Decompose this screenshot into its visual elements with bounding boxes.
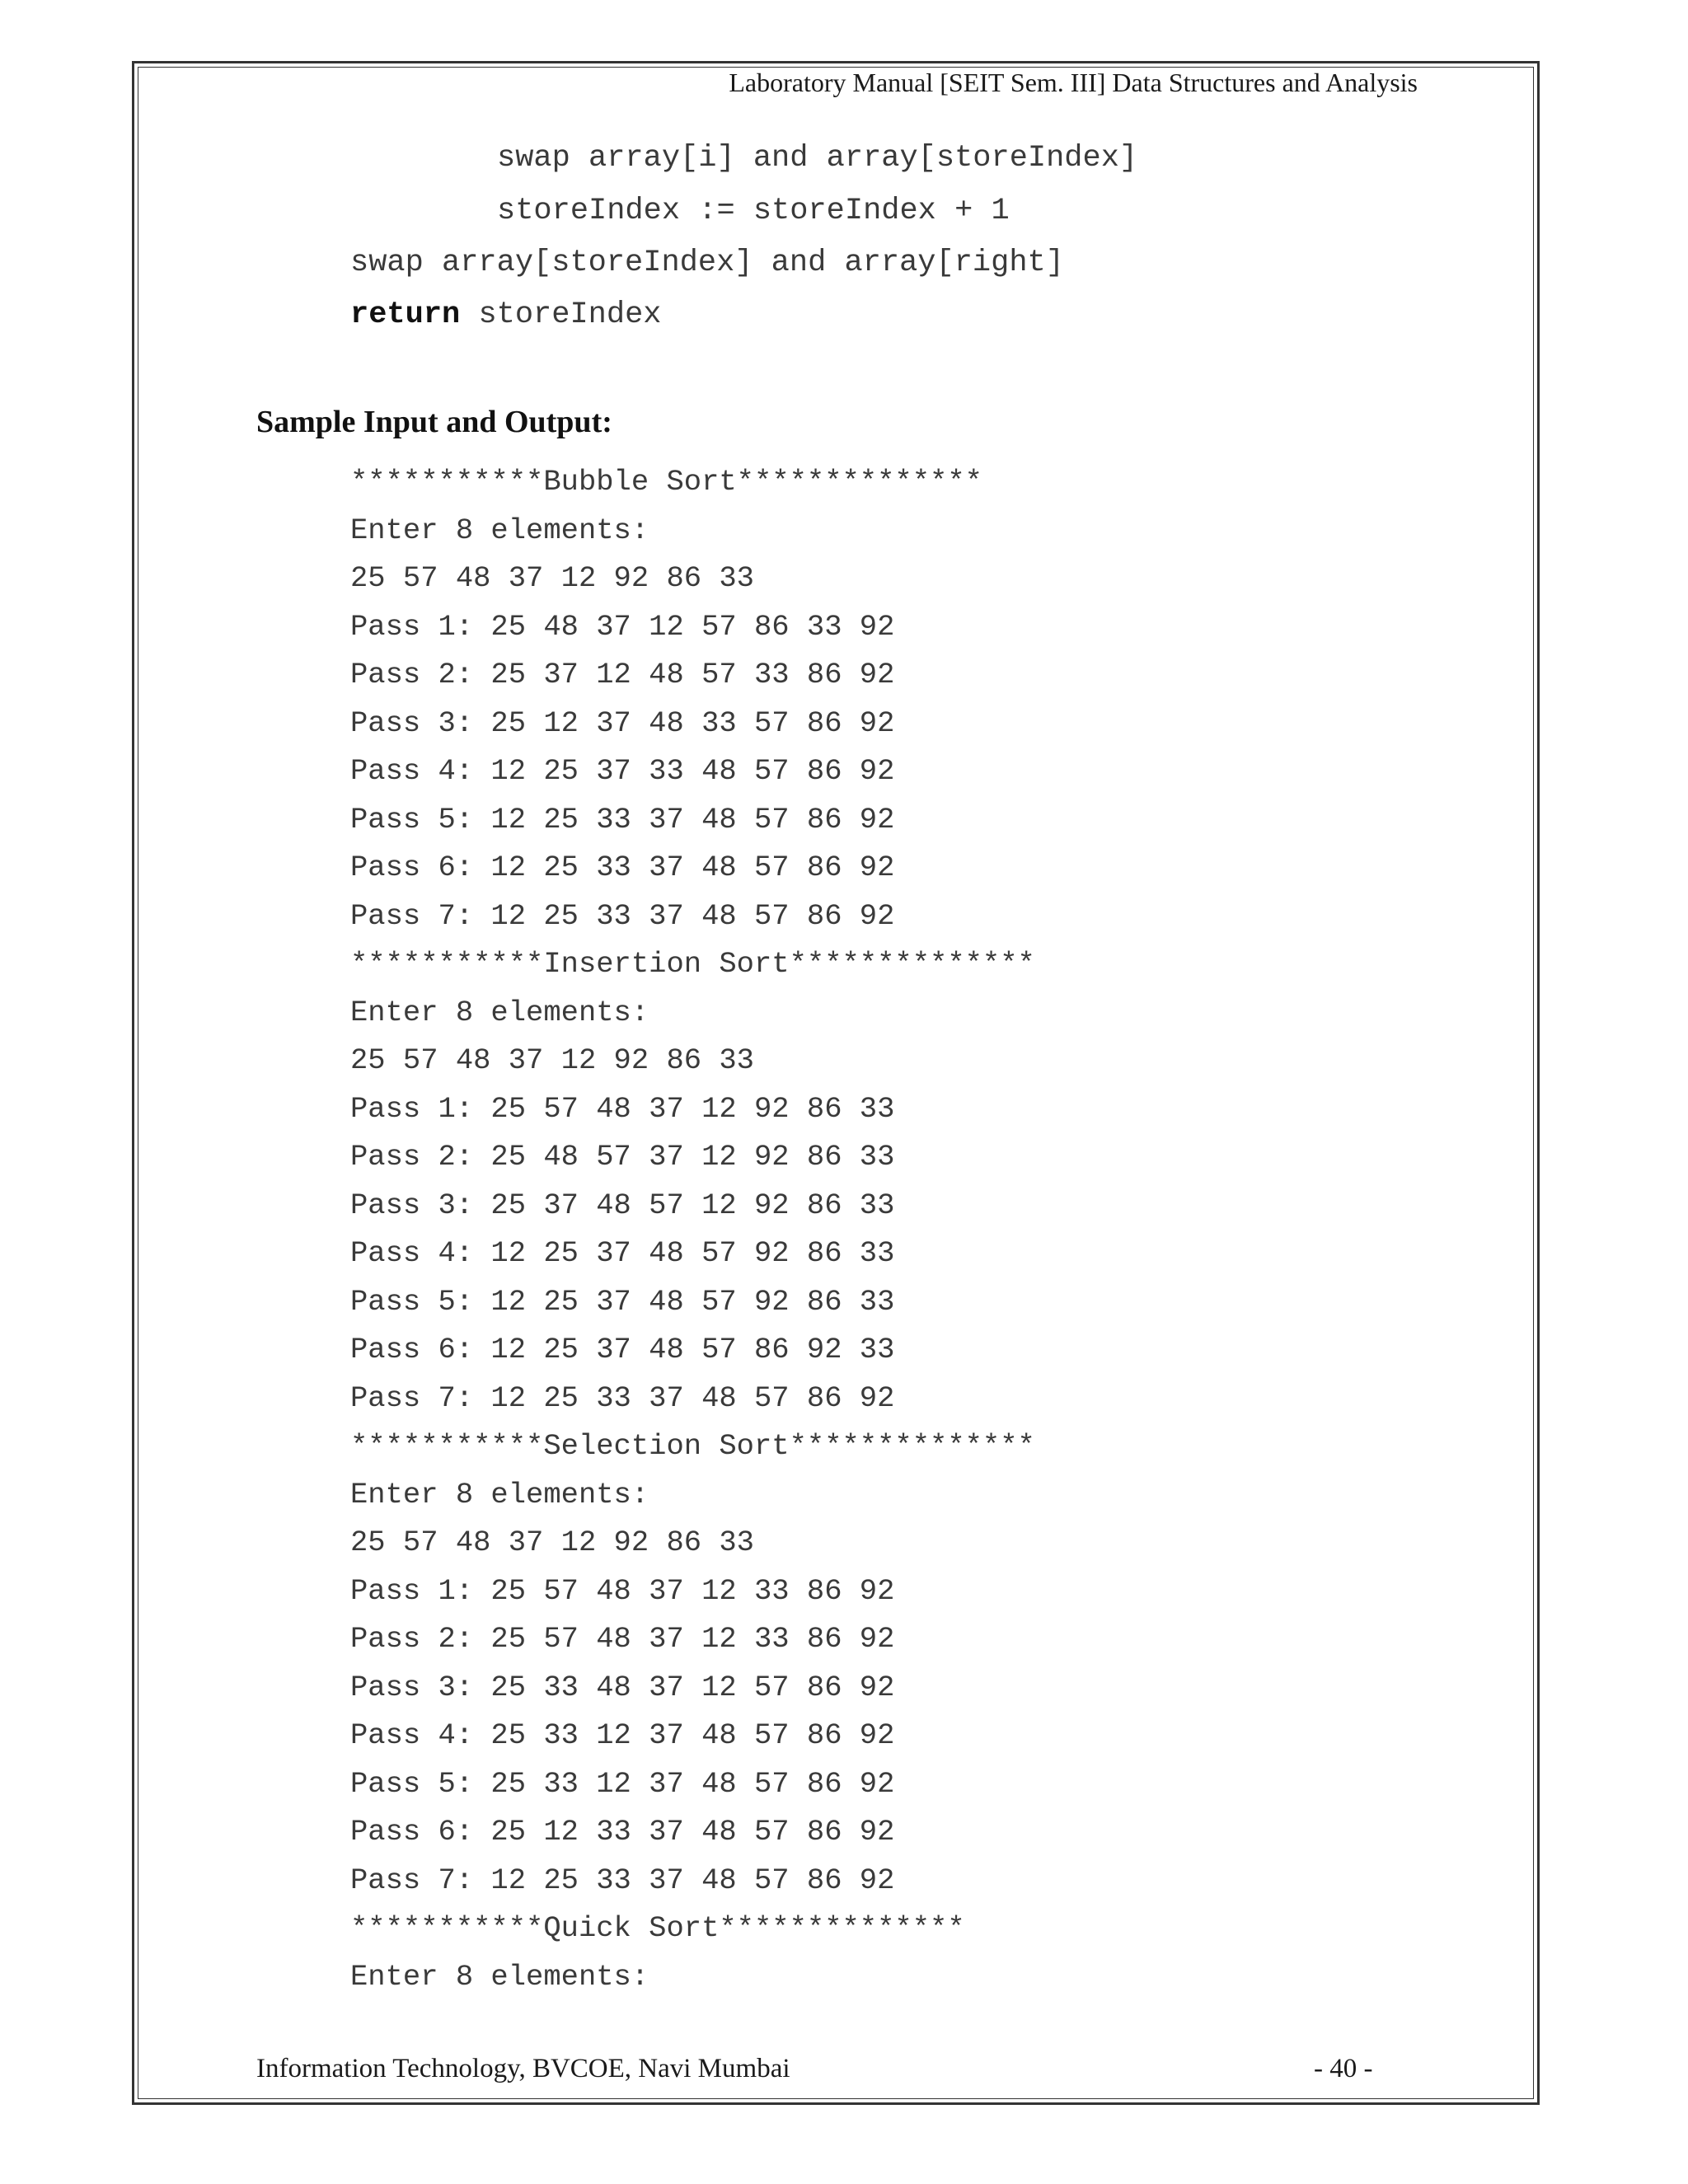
output-line: ***********Selection Sort************** — [350, 1429, 1035, 1463]
page-number: - 40 - — [1314, 2054, 1373, 2083]
code-line-swap-right: swap array[storeIndex] and array[right] — [350, 246, 1064, 280]
sample-output — [350, 458, 1035, 2001]
output-line: Pass 6: 12 25 33 37 48 57 86 92 — [350, 851, 895, 884]
output-line: 25 57 48 37 12 92 86 33 — [350, 561, 754, 595]
output-line: Pass 2: 25 48 57 37 12 92 86 33 — [350, 1140, 895, 1174]
output-line: Pass 4: 25 33 12 37 48 57 86 92 — [350, 1718, 895, 1752]
output-line: Pass 3: 25 12 37 48 33 57 86 92 — [350, 705, 895, 740]
output-line: 25 57 48 37 12 92 86 33 — [350, 1526, 754, 1559]
output-line: Pass 3: 25 37 48 57 12 92 86 33 — [350, 1188, 895, 1222]
output-line: Enter 8 elements: — [350, 1959, 649, 1994]
output-line: Pass 2: 25 57 48 37 12 33 86 92 — [350, 1622, 895, 1656]
output-line: Pass 1: 25 57 48 37 12 33 86 92 — [350, 1573, 895, 1608]
output-line: Pass 4: 12 25 37 48 57 92 86 33 — [350, 1236, 895, 1270]
output-line: Pass 4: 12 25 37 33 48 57 86 92 — [350, 754, 895, 788]
code-line-return — [350, 300, 661, 330]
output-line: Pass 7: 12 25 33 37 48 57 86 92 — [350, 1863, 895, 1897]
output-line: Pass 1: 25 57 48 37 12 92 86 33 — [350, 1091, 895, 1126]
return-value: storeIndex — [460, 298, 662, 332]
code-line-swap-i: swap array[i] and array[storeIndex] — [497, 141, 1138, 176]
return-keyword: return — [350, 298, 461, 332]
output-line: Pass 5: 25 33 12 37 48 57 86 92 — [350, 1766, 895, 1801]
output-line: Pass 6: 12 25 37 48 57 86 92 33 — [350, 1333, 895, 1366]
output-line: Enter 8 elements: — [350, 1477, 649, 1511]
output-line: Pass 7: 12 25 33 37 48 57 86 92 — [350, 1380, 895, 1415]
output-line: 25 57 48 37 12 92 86 33 — [350, 1043, 754, 1077]
output-line: ***********Quick Sort************** — [350, 1911, 965, 1945]
output-line: Pass 5: 12 25 33 37 48 57 86 92 — [350, 802, 895, 837]
output-line: Enter 8 elements: — [350, 513, 649, 547]
output-line: Pass 3: 25 33 48 37 12 57 86 92 — [350, 1670, 895, 1704]
output-line: Pass 1: 25 48 37 12 57 86 33 92 — [350, 609, 895, 644]
output-line: Enter 8 elements: — [350, 995, 649, 1029]
output-line: ***********Insertion Sort************** — [350, 947, 1035, 981]
output-line: Pass 7: 12 25 33 37 48 57 86 92 — [350, 898, 895, 933]
running-header: Laboratory Manual [SEIT Sem. III] Data Structures and Analysis — [729, 68, 1418, 97]
section-heading: Sample Input and Output: — [256, 405, 612, 439]
footer-institution: Information Technology, BVCOE, Navi Mumbai — [256, 2054, 790, 2083]
output-line: Pass 5: 12 25 37 48 57 92 86 33 — [350, 1284, 895, 1319]
output-line: Pass 6: 25 12 33 37 48 57 86 92 — [350, 1815, 895, 1849]
output-line: Pass 2: 25 37 12 48 57 33 86 92 — [350, 658, 895, 691]
output-line: ***********Bubble Sort************** — [350, 465, 982, 499]
code-line-increment: storeIndex := storeIndex + 1 — [497, 194, 1010, 228]
